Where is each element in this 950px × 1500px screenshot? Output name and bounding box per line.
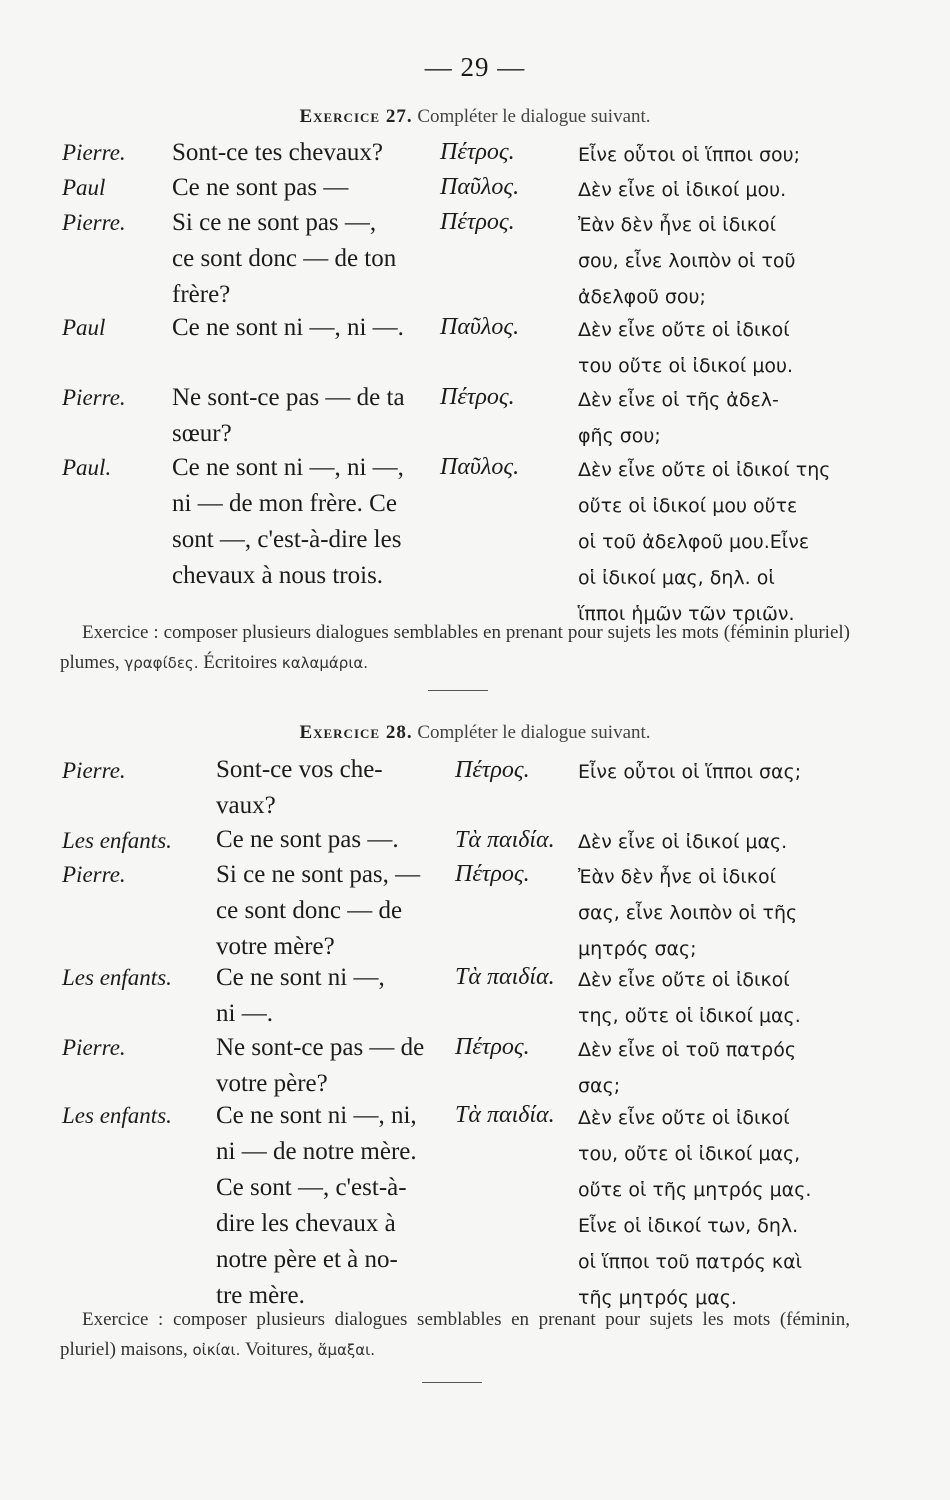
ex28-note-greek-1: οἰκίαι. bbox=[192, 1341, 241, 1359]
ex27-french-5: Ne sont-ce pas — de ta sœur? bbox=[172, 384, 405, 447]
ex27-french-1: Sont-ce tes chevaux? bbox=[172, 139, 384, 166]
ex28-greek-speaker-1: Πέτρος. bbox=[455, 757, 530, 783]
ex27-speaker-4: Paul bbox=[62, 315, 106, 340]
ex28-note-greek-2: ἅμαξαι. bbox=[317, 1341, 376, 1359]
ex27-greek-2: Δὲν εἶνε οἱ ἰδικοί μου. bbox=[578, 179, 787, 201]
ex27-speaker-2: Paul bbox=[62, 175, 106, 200]
ex27-french-2: Ce ne sont pas — bbox=[172, 174, 349, 201]
ex27-greek-speaker-4: Παῦλος. bbox=[440, 314, 520, 340]
ex27-speaker-5: Pierre. bbox=[62, 385, 126, 410]
ex28-greek-4: Δὲν εἶνε οὔτε οἱ ἰδικοί της, οὔτε οἱ ἰδικοί μας. bbox=[578, 969, 801, 1027]
ex27-greek-3: Ἐὰν δὲν ἦνε οἱ ἰδικοί σου, εἶνε λοιπὸν οἱ τοῦ ἀδελφοῦ σου; bbox=[578, 214, 796, 308]
ex28-speaker-6: Les enfants. bbox=[62, 1103, 172, 1128]
ex27-note-text: Exercice : composer plusieurs dialogues semblables en prenant pour sujets les mots (féminin pluriel) plumes, bbox=[60, 622, 850, 673]
ex28-speaker-1: Pierre. bbox=[62, 758, 126, 783]
ex28-greek-3: Ἐὰν δὲν ἦνε οἱ ἰδικοί σας, εἶνε λοιπὸν οἱ τῆς μητρός σας; bbox=[578, 866, 798, 960]
ex27-greek-speaker-3: Πέτρος. bbox=[440, 209, 515, 235]
ex27-french-6: Ce ne sont ni —, ni —, ni — de mon frère. Ce sont —, c'est-à-dire les chevaux à nous trois. bbox=[172, 454, 404, 589]
exercise-28-label: Exercice 28. bbox=[299, 722, 413, 743]
ex27-greek-1: Εἶνε οὗτοι οἱ ἵπποι σου; bbox=[578, 144, 801, 166]
ex28-french-2: Ce ne sont pas —. bbox=[216, 826, 399, 853]
ex28-greek-1: Εἶνε οὗτοι οἱ ἵπποι σας; bbox=[578, 761, 802, 783]
ex28-speaker-3: Pierre. bbox=[62, 862, 126, 887]
ex27-greek-speaker-2: Παῦλος. bbox=[440, 174, 520, 200]
ex28-french-1: Sont-ce vos che- vaux? bbox=[216, 756, 383, 819]
ex27-greek-speaker-5: Πέτρος. bbox=[440, 384, 515, 410]
ex28-french-5: Ne sont-ce pas — de votre père? bbox=[216, 1034, 425, 1097]
section-divider-2 bbox=[422, 1382, 482, 1383]
ex28-note-text: Exercice : composer plusieurs dialogues semblables en prenant pour sujets les mots (féminin, pluriel) maisons, bbox=[60, 1309, 850, 1360]
ex27-speaker-6: Paul. bbox=[62, 455, 112, 480]
ex27-speaker-3: Pierre. bbox=[62, 210, 126, 235]
ex28-greek-6: Δὲν εἶνε οὔτε οἱ ἰδικοί του, οὔτε οἱ ἰδικοί μας, οὔτε οἱ τῆς μητρός μας. Εἶνε οἱ ἰδικοί των, δηλ. οἱ ἵπποι τοῦ πατρός καὶ τῆς μητρός μας. bbox=[578, 1107, 812, 1309]
section-divider-1 bbox=[428, 690, 488, 691]
ex28-greek-2: Δὲν εἶνε οἱ ἰδικοί μας. bbox=[578, 831, 788, 853]
ex28-greek-speaker-6: Τὰ παιδία. bbox=[455, 1102, 555, 1128]
ex27-greek-5: Δὲν εἶνε οἱ τῆς ἀδελ- φῆς σου; bbox=[578, 389, 779, 447]
ex28-greek-5: Δὲν εἶνε οἱ τοῦ πατρός σας; bbox=[578, 1039, 796, 1097]
exercise-27-label: Exercice 27. bbox=[299, 106, 413, 127]
ex28-french-3: Si ce ne sont pas, — ce sont donc — de votre mère? bbox=[216, 861, 421, 960]
ex27-note-greek-1: γραφίδες. bbox=[124, 654, 199, 672]
exercise-27-heading bbox=[0, 106, 950, 128]
ex27-greek-speaker-6: Παῦλος. bbox=[440, 454, 520, 480]
ex27-french-4: Ce ne sont ni —, ni —. bbox=[172, 314, 404, 341]
ex28-greek-speaker-2: Τὰ παιδία. bbox=[455, 827, 555, 853]
ex28-greek-speaker-4: Τὰ παιδία. bbox=[455, 964, 555, 990]
exercise-28-heading bbox=[0, 722, 950, 744]
exercise-28-instruction: Compléter le dialogue suivant. bbox=[417, 722, 651, 743]
ex27-greek-4: Δὲν εἶνε οὔτε οἱ ἰδικοί του οὔτε οἱ ἰδικοί μου. bbox=[578, 319, 794, 377]
ex27-speaker-1: Pierre. bbox=[62, 140, 126, 165]
ex27-french-3: Si ce ne sont pas —, ce sont donc — de ton frère? bbox=[172, 209, 397, 308]
ex28-greek-speaker-5: Πέτρος. bbox=[455, 1034, 530, 1060]
exercise-28-note bbox=[60, 1305, 850, 1365]
ex28-greek-speaker-3: Πέτρος. bbox=[455, 861, 530, 887]
ex27-greek-6: Δὲν εἶνε οὔτε οἱ ἰδικοί της οὔτε οἱ ἰδικοί μου οὔτε οἱ τοῦ ἀδελφοῦ μου.Εἶνε οἱ ἰδικοί μας, δηλ. οἱ ἵπποι ἡμῶν τῶν τριῶν. bbox=[578, 459, 831, 625]
ex28-french-6: Ce ne sont ni —, ni, ni — de notre mère. Ce sont —, c'est-à- dire les chevaux à notre père et à no- tre mère. bbox=[216, 1102, 417, 1309]
exercise-27-instruction: Compléter le dialogue suivant. bbox=[417, 106, 651, 127]
exercise-27-note bbox=[60, 618, 850, 678]
ex27-note-greek-2: καλαμάρια. bbox=[281, 654, 369, 672]
ex28-note-text-2: Voitures, bbox=[245, 1339, 313, 1360]
page-number: — 29 — bbox=[424, 52, 526, 82]
ex27-greek-speaker-1: Πέτρος. bbox=[440, 139, 515, 165]
ex28-speaker-4: Les enfants. bbox=[62, 965, 172, 990]
ex28-speaker-2: Les enfants. bbox=[62, 828, 172, 853]
ex28-french-4: Ce ne sont ni —, ni —. bbox=[216, 964, 385, 1027]
ex27-note-text-2: Écritoires bbox=[203, 652, 278, 673]
ex28-speaker-5: Pierre. bbox=[62, 1035, 126, 1060]
